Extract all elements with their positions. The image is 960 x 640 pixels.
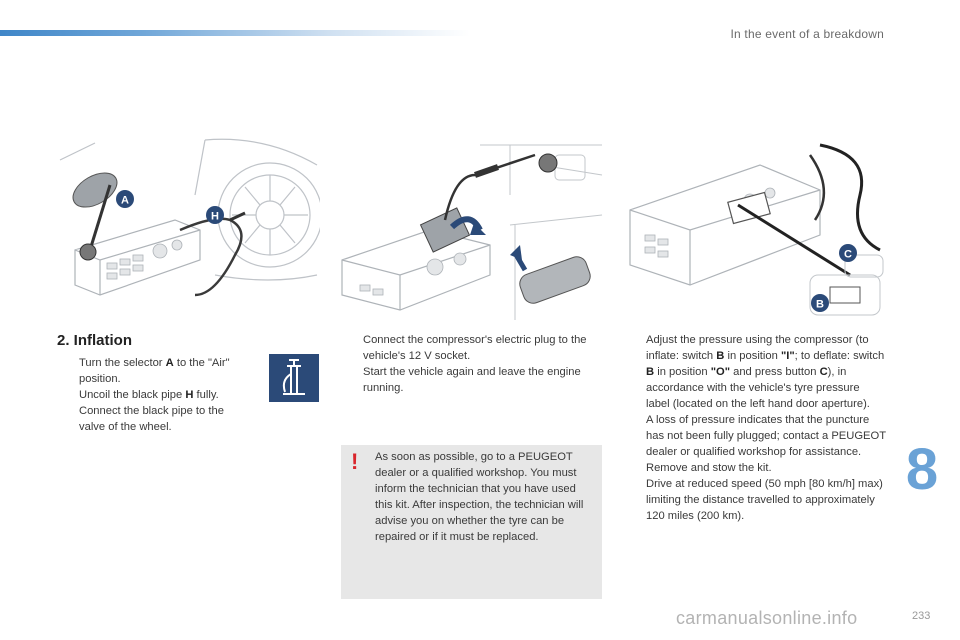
page-header-title: In the event of a breakdown: [730, 27, 884, 41]
header-accent-bar: [0, 30, 470, 36]
illustration-pressure-adjust: [620, 135, 885, 320]
svg-text:B: B: [816, 298, 824, 311]
chapter-number: 8: [905, 437, 939, 502]
pressure-steps-list: [624, 332, 886, 524]
list-item: Remove and stow the kit.: [646, 462, 772, 474]
list-item: Connect the compressor's electric plug to the vehicle's 12 V socket.: [363, 334, 587, 362]
list-item: Adjust the pressure using the compressor (to inflate: switch B in position "I"; to deflate: switch B in position "O" and press button C), in accordance with the vehicle's tyre pressure label (located on the left hand door aperture). A loss of pressure indicates that the puncture has not been fully plugged; contact a PEUGEOT dealer or qualified workshop for assistance.: [646, 334, 886, 458]
svg-text:C: C: [844, 248, 852, 261]
warning-icon: !: [351, 449, 359, 474]
list-item: Connect the black pipe to the valve of the wheel.: [79, 405, 224, 433]
pump-icon: [269, 354, 319, 402]
warning-text: As soon as possible, go to a PEUGEOT dealer or a qualified workshop. You must inform the technician that you have used this kit. After inspection, the technician will advise you on whether the tyre can be repaired or if it must be replaced.: [375, 451, 584, 543]
pressure-loss-note: A loss of pressure indicates that the puncture has not been fully plugged; contact a PEUGEOT dealer or qualified workshop for assistance.: [646, 414, 886, 458]
section-title: 2. Inflation: [57, 332, 132, 349]
list-item: Start the vehicle again and leave the engine running.: [363, 366, 581, 394]
inflation-steps-list: [57, 355, 247, 435]
svg-text:H: H: [211, 210, 219, 223]
label-c-marker: [839, 244, 857, 262]
list-item: Uncoil the black pipe H fully.: [79, 389, 219, 401]
page-number: 233: [912, 610, 931, 622]
label-a-marker: [116, 190, 134, 208]
warning-box: [341, 445, 602, 599]
list-item: Drive at reduced speed (50 mph [80 km/h] max) limiting the distance travelled to approximately 120 miles (200 km).: [646, 478, 883, 522]
illustration-electric-plug: [340, 135, 603, 320]
label-h-marker: [206, 206, 224, 224]
connect-steps-list: [341, 332, 596, 396]
watermark: carmanualsonline.info: [676, 608, 858, 628]
label-b-marker: [811, 294, 829, 312]
list-item: Turn the selector A to the "Air" position.: [79, 357, 230, 385]
illustration-compressor-wheel: [55, 135, 320, 320]
svg-text:A: A: [121, 194, 129, 207]
